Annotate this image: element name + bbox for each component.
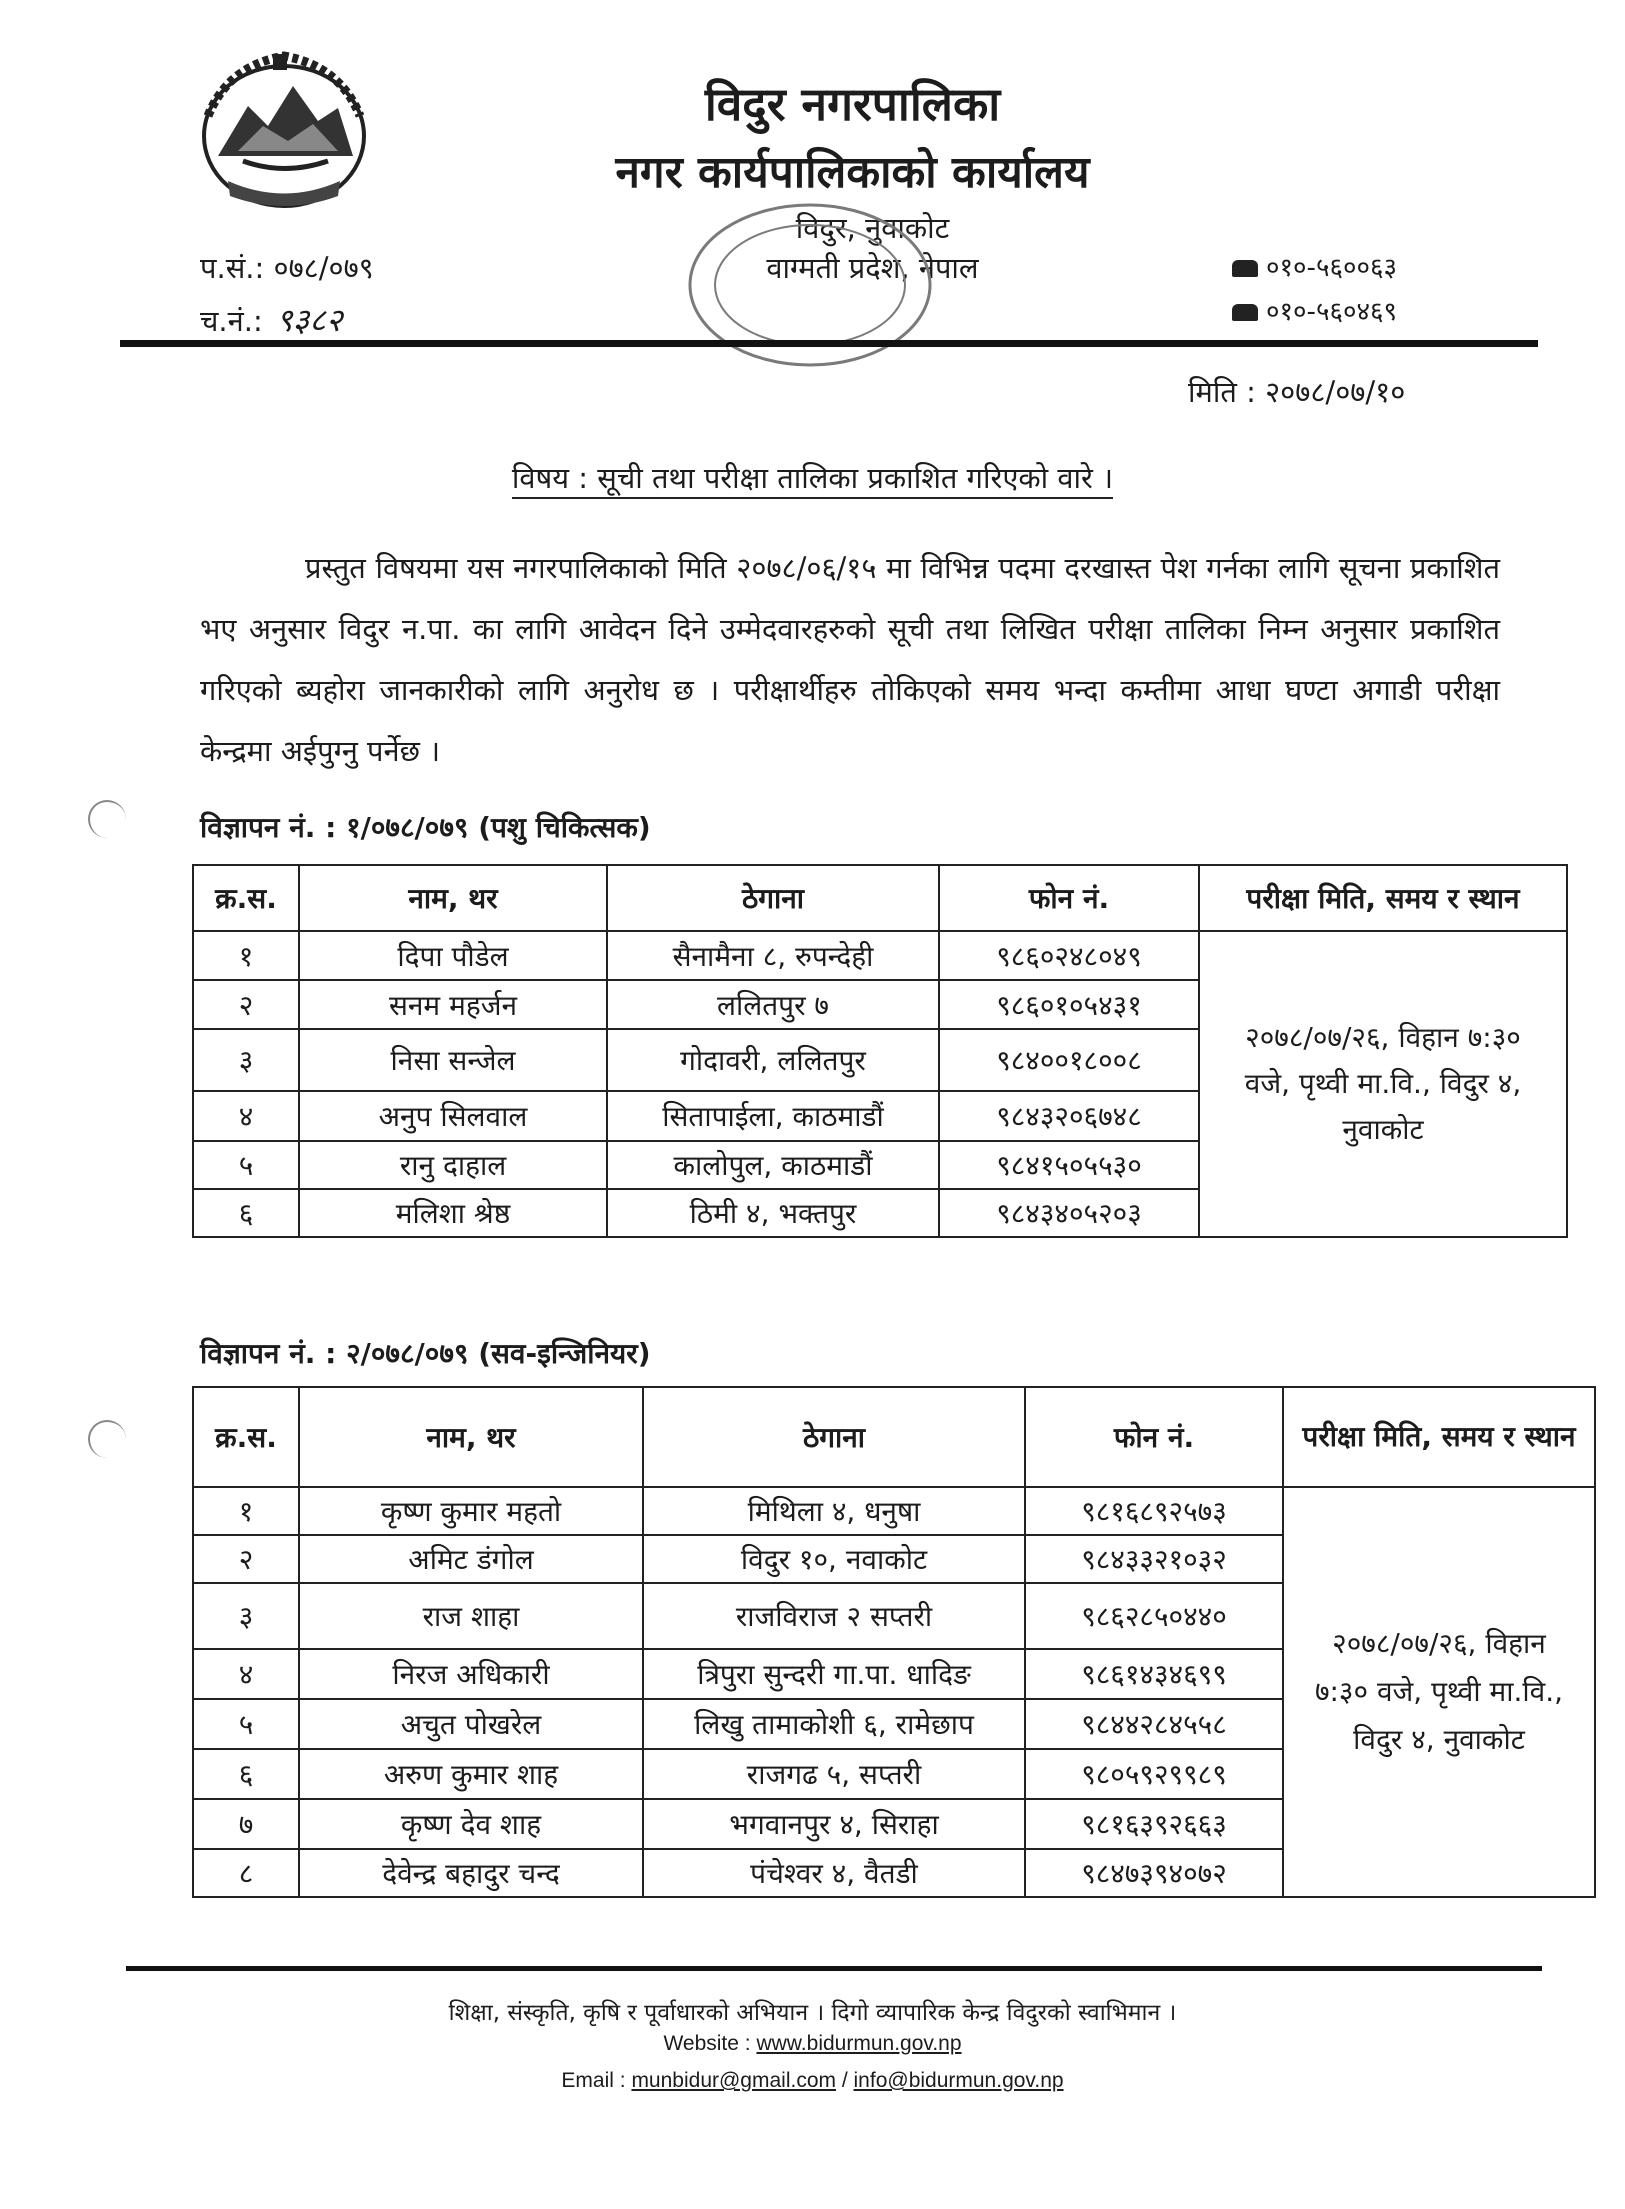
address-cell: मिथिला ४, धनुषा: [643, 1487, 1025, 1535]
column-header: ठेगाना: [643, 1387, 1025, 1487]
serial-cell: ७: [193, 1799, 299, 1849]
advertisement-1-heading: विज्ञापन नं. : १/०७८/०७९ (पशु चिकित्सक): [200, 811, 651, 844]
phone-cell: ९८६०१०५४३१: [939, 980, 1199, 1029]
name-cell: मलिशा श्रेष्ठ: [299, 1189, 607, 1237]
email-link-1[interactable]: munbidur@gmail.com: [631, 2069, 836, 2092]
name-cell: राज शाहा: [299, 1583, 643, 1649]
name-cell: अमिट डंगोल: [299, 1535, 643, 1583]
phone-cell: ९८१६८९२५७३: [1025, 1487, 1283, 1535]
column-header: नाम, थर: [299, 1387, 643, 1487]
column-header: परीक्षा मिति, समय र स्थान: [1283, 1387, 1595, 1487]
punch-hole: [88, 1420, 126, 1458]
telephone-icon: [1232, 260, 1258, 277]
subject-text: विषय : सूची तथा परीक्षा तालिका प्रकाशित गरिएको वारे ।: [512, 461, 1113, 499]
serial-cell: ४: [193, 1649, 299, 1699]
office-name: नगर कार्यपालिकाको कार्यालय: [615, 147, 1090, 198]
serial-cell: ६: [193, 1189, 299, 1237]
address-cell: पंचेश्वर ४, वैतडी: [643, 1849, 1025, 1897]
address-cell: ललितपुर ७: [607, 980, 939, 1029]
column-header: फोन नं.: [939, 865, 1199, 931]
phone-cell: ९८४१५०५५३०: [939, 1141, 1199, 1189]
phone-cell: ९८४४२८४५५८: [1025, 1699, 1283, 1749]
footer-divider: [126, 1966, 1542, 1971]
phone-cell: ९८४७३९४०७२: [1025, 1849, 1283, 1897]
footer-slogan: शिक्षा, संस्कृति, कृषि र पूर्वाधारको अभियान । दिगो व्यापारिक केन्द्र विदुरको स्वाभिमान ।: [448, 2000, 1177, 2026]
address-cell: त्रिपुरा सुन्दरी गा.पा. धादिङ: [643, 1649, 1025, 1699]
serial-cell: २: [193, 1535, 299, 1583]
serial-cell: १: [193, 931, 299, 980]
chalan-label: च.नं.:: [200, 304, 263, 338]
address-cell: राजगढ ५, सप्तरी: [643, 1749, 1025, 1799]
phone-cell: ९८४३४०५२०३: [939, 1189, 1199, 1237]
column-header: क्र.स.: [193, 865, 299, 931]
phone-cell: ९८१६३९२६६३: [1025, 1799, 1283, 1849]
punch-hole: [88, 800, 126, 838]
org-name: विदुर नगरपालिका: [704, 77, 1001, 131]
name-cell: निसा सन्जेल: [299, 1029, 607, 1091]
address-cell: गोदावरी, ललितपुर: [607, 1029, 939, 1091]
footer-email: Email : munbidur@gmail.com / info@bidurmun.gov.np: [561, 2069, 1064, 2092]
address-cell: ठिमी ४, भक्तपुर: [607, 1189, 939, 1237]
column-header: फोन नं.: [1025, 1387, 1283, 1487]
serial-cell: ३: [193, 1583, 299, 1649]
phone-2-number: ०१०-५६०४६९: [1266, 297, 1398, 327]
website-link[interactable]: www.bidurmun.gov.np: [756, 2032, 962, 2055]
address-cell: सितापाईला, काठमाडौं: [607, 1091, 939, 1141]
address-cell: सैनामैना ८, रुपन्देही: [607, 931, 939, 980]
website-label: Website :: [663, 2032, 751, 2055]
candidate-table-1: [192, 864, 1568, 1238]
serial-cell: ४: [193, 1091, 299, 1141]
phone-2: [1232, 292, 1397, 328]
serial-cell: ३: [193, 1029, 299, 1091]
exam-info-cell: २०७८/०७/२६, विहान ७:३० वजे, पृथ्वी मा.वि., विदुर ४, नुवाकोट: [1283, 1487, 1595, 1897]
name-cell: अरुण कुमार शाह: [299, 1749, 643, 1799]
name-cell: अनुप सिलवाल: [299, 1091, 607, 1141]
email-label: Email :: [561, 2069, 626, 2092]
phone-cell: ९८४००१८००८: [939, 1029, 1199, 1091]
phone-cell: ९८६०२४८०४९: [939, 931, 1199, 980]
name-cell: दिपा पौडेल: [299, 931, 607, 980]
phone-cell: ९८६१४३४६९९: [1025, 1649, 1283, 1699]
address-line2: वाग्मती प्रदेश, नेपाल: [766, 251, 979, 285]
address-line1: विदुर, नुवाकोट: [795, 211, 950, 245]
header-divider: [120, 340, 1538, 347]
letter-date: मिति : २०७८/०७/१०: [1188, 375, 1406, 409]
name-cell: कृष्ण कुमार महतो: [299, 1487, 643, 1535]
serial-cell: २: [193, 980, 299, 1029]
office-stamp: [660, 190, 960, 380]
serial-cell: ५: [193, 1699, 299, 1749]
phone-cell: ९८४३२०६७४८: [939, 1091, 1199, 1141]
name-cell: निरज अधिकारी: [299, 1649, 643, 1699]
address-cell: राजविराज २ सप्तरी: [643, 1583, 1025, 1649]
phone-cell: ९८४३३२१०३२: [1025, 1535, 1283, 1583]
subject-line: [0, 458, 1625, 497]
chalan-number: [200, 298, 343, 341]
email-link-2[interactable]: info@bidurmun.gov.np: [853, 2069, 1064, 2092]
column-header: ठेगाना: [607, 865, 939, 931]
serial-cell: ६: [193, 1749, 299, 1799]
table-row: [193, 931, 1567, 980]
serial-cell: ८: [193, 1849, 299, 1897]
chalan-value: ९३८२: [275, 301, 343, 339]
name-cell: देवेन्द्र बहादुर चन्द: [299, 1849, 643, 1897]
column-header: परीक्षा मिति, समय र स्थान: [1199, 865, 1567, 931]
name-cell: सनम महर्जन: [299, 980, 607, 1029]
phone-1: [1232, 248, 1397, 284]
advertisement-2-heading: विज्ञापन नं. : २/०७८/०७९ (सव-इन्जिनियर): [200, 1337, 651, 1370]
body-text: प्रस्तुत विषयमा यस नगरपालिकाको मिति २०७८/०६/१५ मा विभिन्न पदमा दरखास्त पेश गर्नका लागि सूचना प्रकाशित भए अनुसार विदुर न.पा. का लागि आवेदन दिने उम्मेदवारहरुको सूची तथा लिखित परीक्षा तालिका निम्न अनुसार प्रकाशित गरिएको ब्यहोरा जानकारीको लागि अनुरोध छ । परीक्षार्थीहरु तोकिएको समय भन्दा कम्तीमा आधा घण्टा अगाडी परीक्षा केन्द्रमा अईपुग्नु पर्नेछ ।: [200, 551, 1500, 768]
column-header: नाम, थर: [299, 865, 607, 931]
exam-info-cell: २०७८/०७/२६, विहान ७:३० वजे, पृथ्वी मा.वि., विदुर ४, नुवाकोट: [1199, 931, 1567, 1237]
table-row: [193, 1487, 1595, 1535]
phone-cell: ९८०५९२९९८९: [1025, 1749, 1283, 1799]
footer-website: [0, 2032, 1625, 2056]
candidate-table-2: [192, 1386, 1596, 1898]
phone-1-number: ०१०-५६००६३: [1266, 253, 1398, 283]
address-cell: लिखु तामाकोशी ६, रामेछाप: [643, 1699, 1025, 1749]
address-cell: कालोपुल, काठमाडौं: [607, 1141, 939, 1189]
body-paragraph: [200, 538, 1500, 782]
reference-number: प.सं.: ०७८/०७९: [200, 251, 374, 285]
column-header: क्र.स.: [193, 1387, 299, 1487]
name-cell: अचुत पोखरेल: [299, 1699, 643, 1749]
serial-cell: १: [193, 1487, 299, 1535]
serial-cell: ५: [193, 1141, 299, 1189]
address-cell: विदुर १०, नवाकोट: [643, 1535, 1025, 1583]
name-cell: रानु दाहाल: [299, 1141, 607, 1189]
phone-cell: ९८६२८५०४४०: [1025, 1583, 1283, 1649]
telephone-icon: [1232, 304, 1258, 321]
name-cell: कृष्ण देव शाह: [299, 1799, 643, 1849]
address-cell: भगवानपुर ४, सिराहा: [643, 1799, 1025, 1849]
